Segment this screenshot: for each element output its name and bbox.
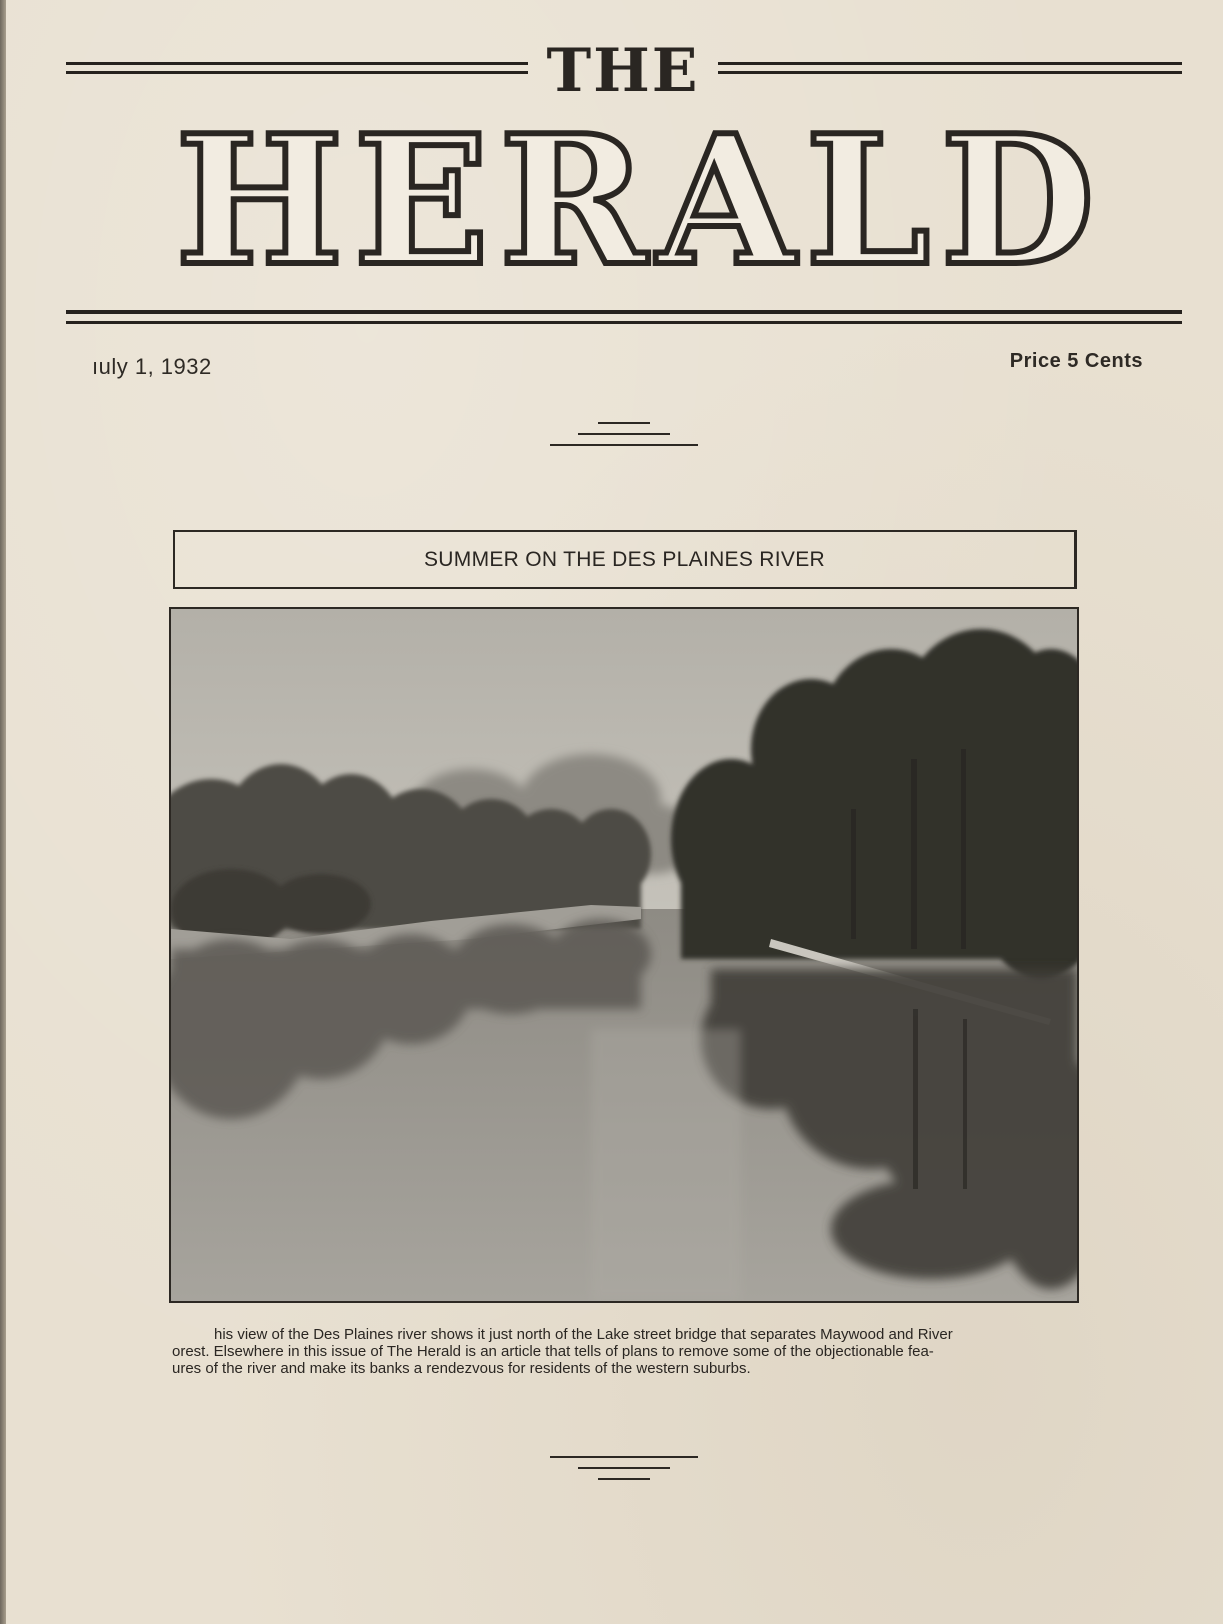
issue-date: ıuly 1, 1932 xyxy=(92,354,212,379)
photo-headline-box xyxy=(173,530,1077,589)
ornament-line xyxy=(578,1467,670,1469)
ornament-bottom xyxy=(550,1454,710,1484)
masthead-rule-right xyxy=(718,62,1182,74)
caption-line-1: his view of the Des Plaines river shows it just north of the Lake street bridge that separates Maywood and River xyxy=(214,1326,953,1343)
ornament-line xyxy=(598,422,650,424)
caption-line-2: orest. Elsewhere in this issue of The Herald is an article that tells of plans to remove some of the objectionable fea- xyxy=(172,1343,934,1360)
river-photo xyxy=(169,607,1079,1303)
ornament-line xyxy=(550,444,698,446)
caption-line-3: ures of the river and make its banks a rendezvous for residents of the western suburbs. xyxy=(172,1360,751,1377)
masthead-title: HERALD xyxy=(175,96,1105,305)
masthead-rule-bottom xyxy=(66,310,1182,324)
binding-edge xyxy=(0,0,6,1624)
river-photo-illustration xyxy=(171,609,1077,1301)
masthead-the: THE xyxy=(546,36,700,106)
photo-caption xyxy=(172,1326,1076,1377)
ornament-line xyxy=(550,1456,698,1458)
ornament-top xyxy=(550,420,710,450)
issue-price: Price 5 Cents xyxy=(1009,350,1143,372)
photo-headline: SUMMER ON THE DES PLAINES RIVER xyxy=(424,547,825,571)
ornament-line xyxy=(578,433,670,435)
ornament-line xyxy=(598,1478,650,1480)
masthead-rule-left xyxy=(66,62,528,74)
